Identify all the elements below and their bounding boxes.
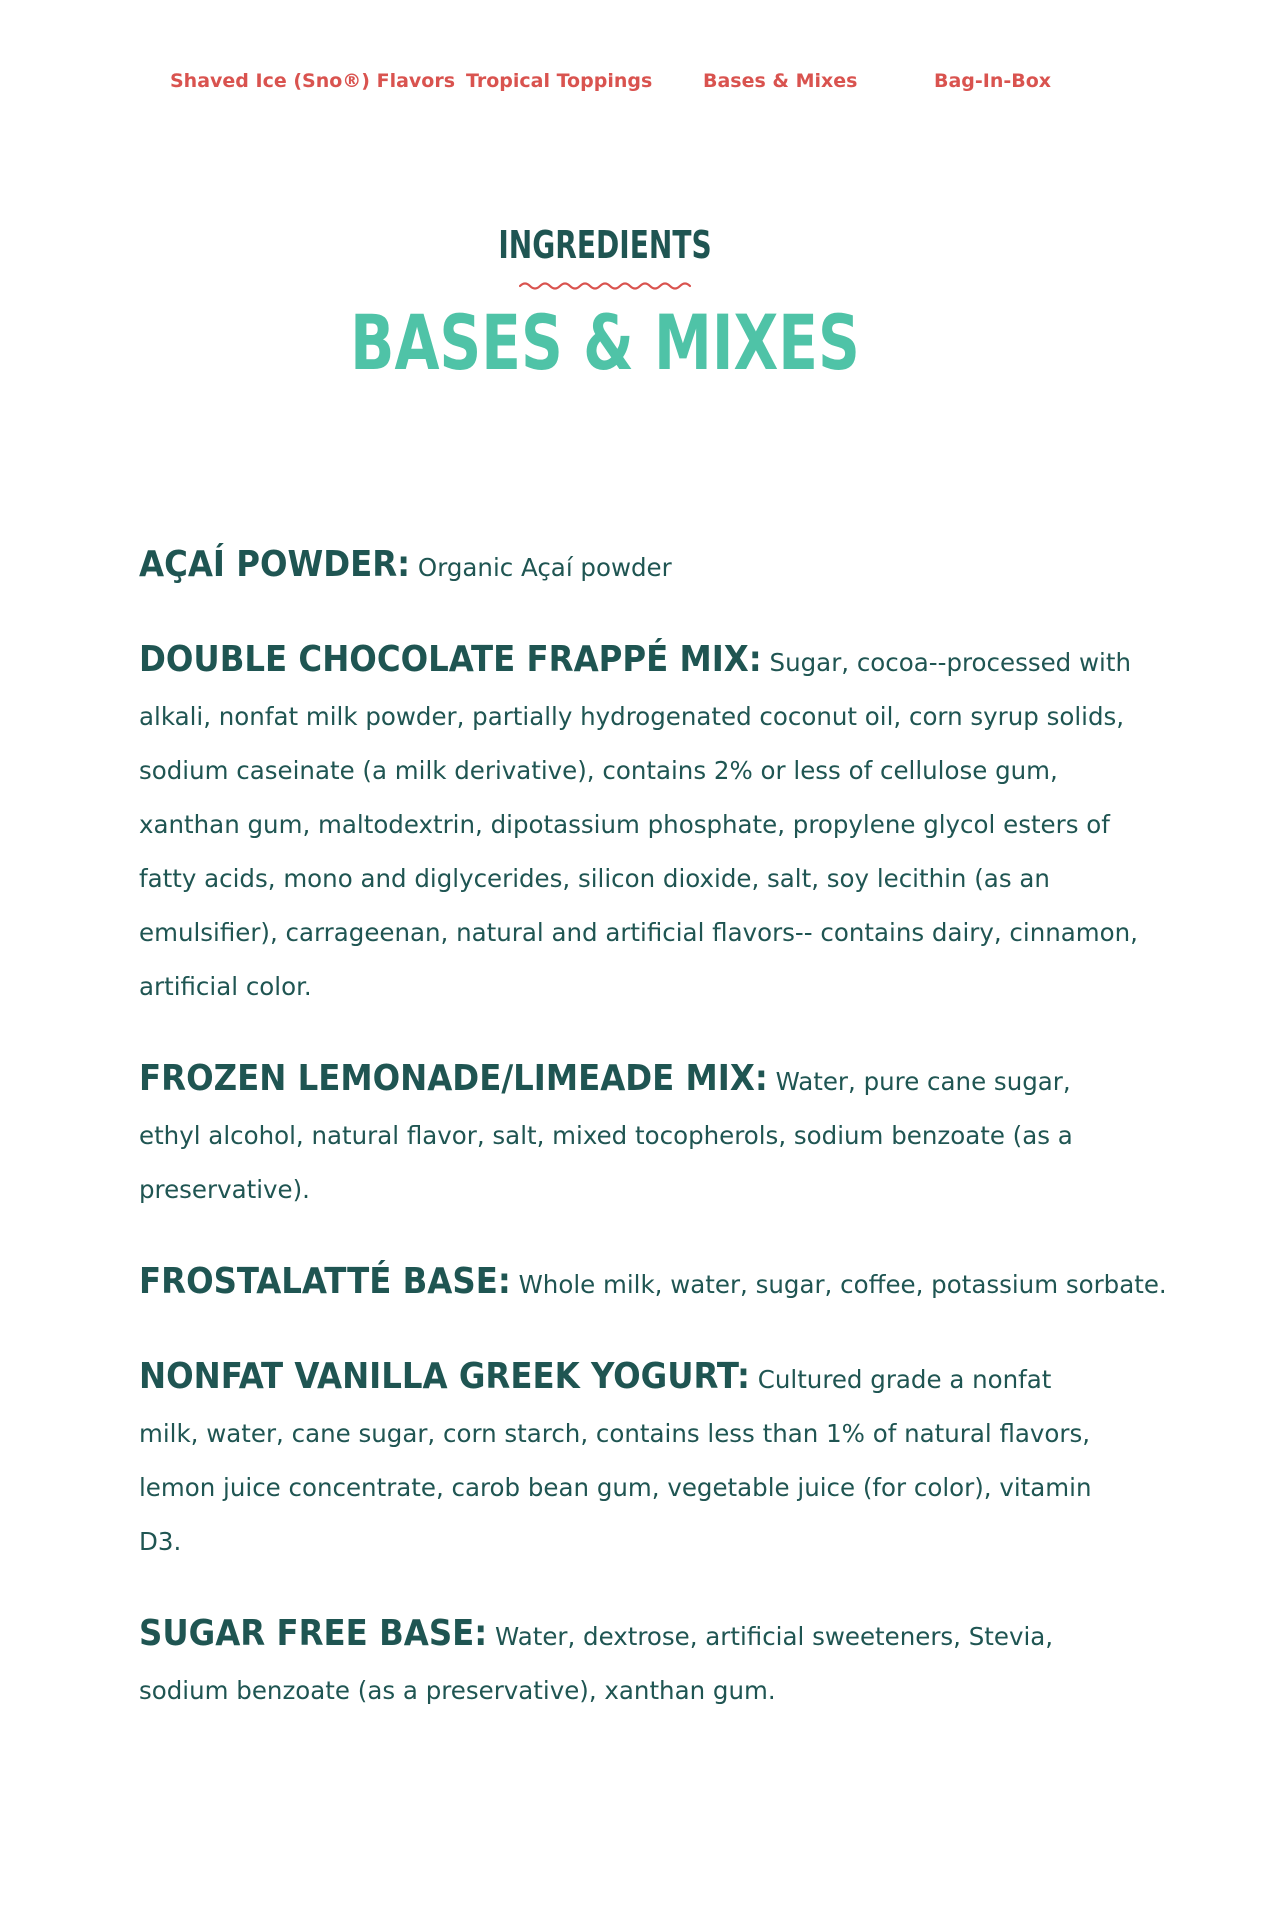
- nav-link-shaved-ice-flavors[interactable]: Shaved Ice (Sno®) Flavors: [170, 70, 456, 92]
- top-navigation: [0, 70, 1286, 100]
- ingredient-entry-acai-powder: [139, 538, 909, 595]
- ingredient-entry-sugar-free-base: [139, 1607, 1099, 1718]
- ingredient-entry-double-chocolate-frappe-mix: [139, 633, 1139, 1014]
- ingredient-entry-frostalatte-base: [139, 1255, 1179, 1312]
- page-header: [0, 215, 1210, 391]
- nav-link-bases-and-mixes[interactable]: Bases & Mixes: [703, 70, 858, 92]
- page-title: BASES & MIXES: [350, 298, 860, 387]
- ingredient-entry-frozen-lemonade-limeade-mix: [139, 1052, 1099, 1217]
- wavy-divider-icon: [519, 281, 691, 291]
- ingredient-description: Sugar, cocoa--processed with alkali, nonfat milk powder, partially hydrogenated coconut oil, corn syrup solids, sodium caseinate (a milk derivative), contains 2% or less of cellulose gum, xanthan gum, maltodextrin, dipotassium phosphate, propylene glycol esters of fatty acids, mono and diglycerides, silicon dioxide, salt, soy lecithin (as an emulsifier), carrageenan, natural and artificial flavors-- contains dairy, cinnamon, artificial color.: [139, 648, 1138, 1001]
- ingredient-name: NONFAT VANILLA GREEK YOGURT:: [139, 1356, 750, 1397]
- ingredient-name: SUGAR FREE BASE:: [139, 1613, 488, 1654]
- ingredient-name: AÇAÍ POWDER:: [139, 544, 411, 585]
- ingredient-description: Organic Açaí powder: [417, 553, 672, 582]
- ingredients-list: [139, 538, 1179, 1756]
- ingredient-description: Whole milk, water, sugar, coffee, potassium sorbate.: [518, 1270, 1167, 1299]
- ingredient-name: FROSTALATTÉ BASE:: [139, 1261, 511, 1302]
- ingredient-description: Cultured grade a nonfat milk, water, cane sugar, corn starch, contains less than 1% of natural flavors, lemon juice concentrate, carob bean gum, vegetable juice (for color), vitamin D3.: [139, 1365, 1092, 1556]
- nav-link-tropical-toppings[interactable]: Tropical Toppings: [466, 70, 653, 92]
- ingredient-name: DOUBLE CHOCOLATE FRAPPÉ MIX:: [139, 639, 762, 680]
- nav-link-bag-in-box[interactable]: Bag-In-Box: [934, 70, 1052, 92]
- section-kicker: INGREDIENTS: [498, 223, 712, 267]
- ingredient-description: Water, pure cane sugar, ethyl alcohol, natural flavor, salt, mixed tocopherols, sodium benzoate (as a preservative).: [139, 1067, 1073, 1204]
- ingredient-entry-nonfat-vanilla-greek-yogurt: [139, 1350, 1099, 1569]
- ingredient-name: FROZEN LEMONADE/LIMEADE MIX:: [139, 1058, 768, 1099]
- ingredient-description: Water, dextrose, artificial sweeteners, Stevia, sodium benzoate (as a preservative), xanthan gum.: [139, 1622, 1054, 1705]
